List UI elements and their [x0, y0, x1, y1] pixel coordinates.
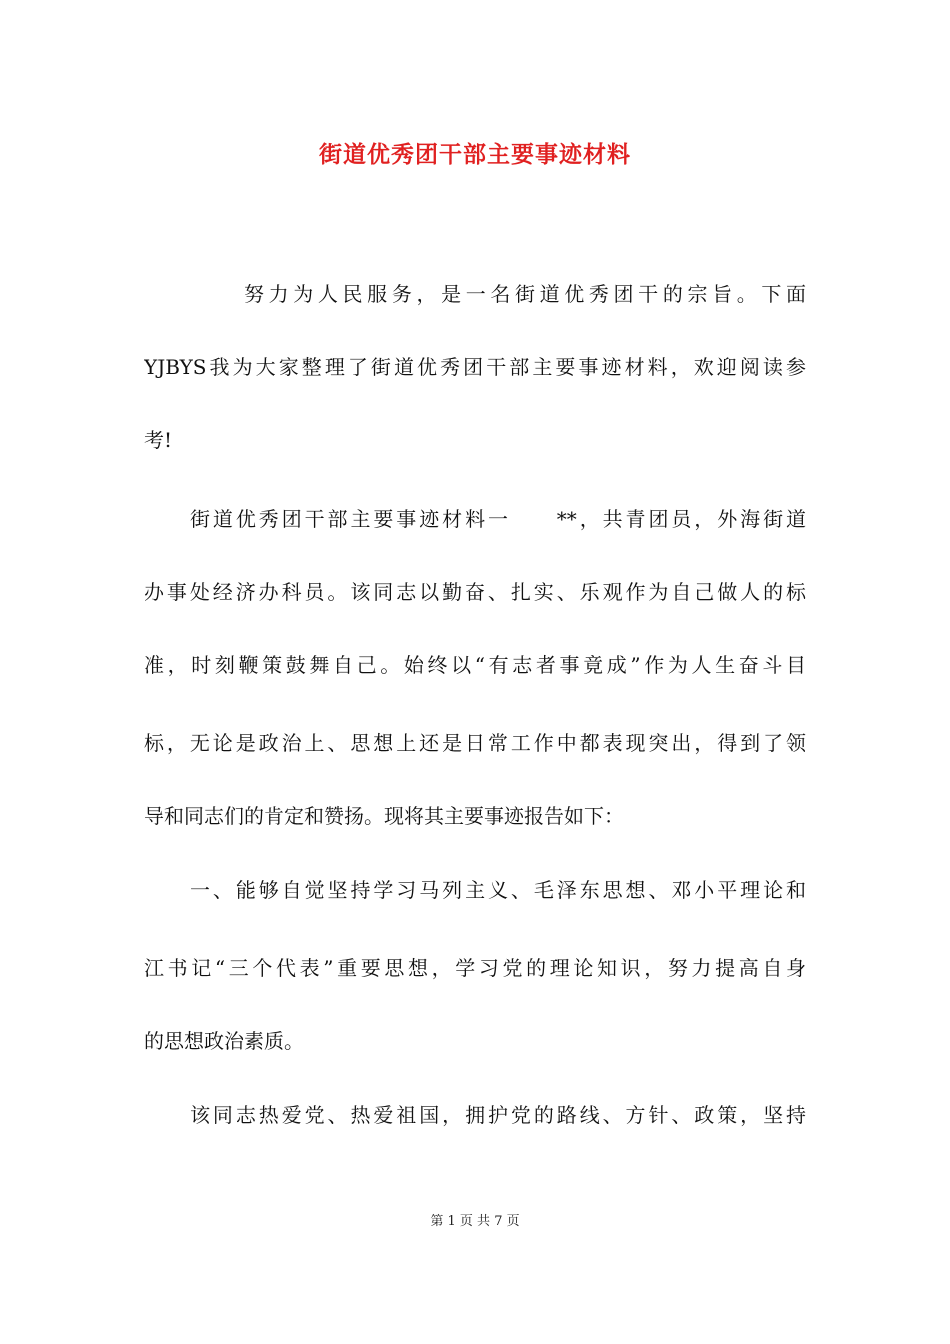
paragraph-line: 的思想政治素质。	[144, 1029, 304, 1053]
paragraph-line: 努力为人民服务，是一名街道优秀团干的宗旨。下面	[244, 282, 806, 306]
paragraph-line: 街道优秀团干部主要事迹材料一 **，共青团员，外海街道	[190, 507, 806, 531]
paragraph-line: 标，无论是政治上、思想上还是日常工作中都表现突出，得到了领	[144, 731, 806, 755]
paragraph-line: 办事处经济办科员。该同志以勤奋、扎实、乐观作为自己做人的标	[144, 580, 806, 604]
paragraph-line: 准，时刻鞭策鼓舞自己。始终以“有志者事竟成”作为人生奋斗目	[144, 653, 806, 677]
paragraph-line: 一、能够自觉坚持学习马列主义、毛泽东思想、邓小平理论和	[190, 878, 806, 902]
document-title: 街道优秀团干部主要事迹材料	[319, 141, 631, 168]
paragraph-line: 该同志热爱党、热爱祖国，拥护党的路线、方针、政策，坚持	[190, 1103, 806, 1127]
paragraph-line: 江书记“三个代表”重要思想，学习党的理论知识，努力提高自身	[144, 956, 806, 980]
paragraph-line: 导和同志们的肯定和赞扬。现将其主要事迹报告如下：	[144, 804, 624, 828]
page-number-footer: 第 1 页 共 7 页	[430, 1214, 520, 1229]
paragraph-line: 考!	[144, 428, 173, 452]
paragraph-line: YJBYS我为大家整理了街道优秀团干部主要事迹材料，欢迎阅读参	[144, 355, 806, 379]
